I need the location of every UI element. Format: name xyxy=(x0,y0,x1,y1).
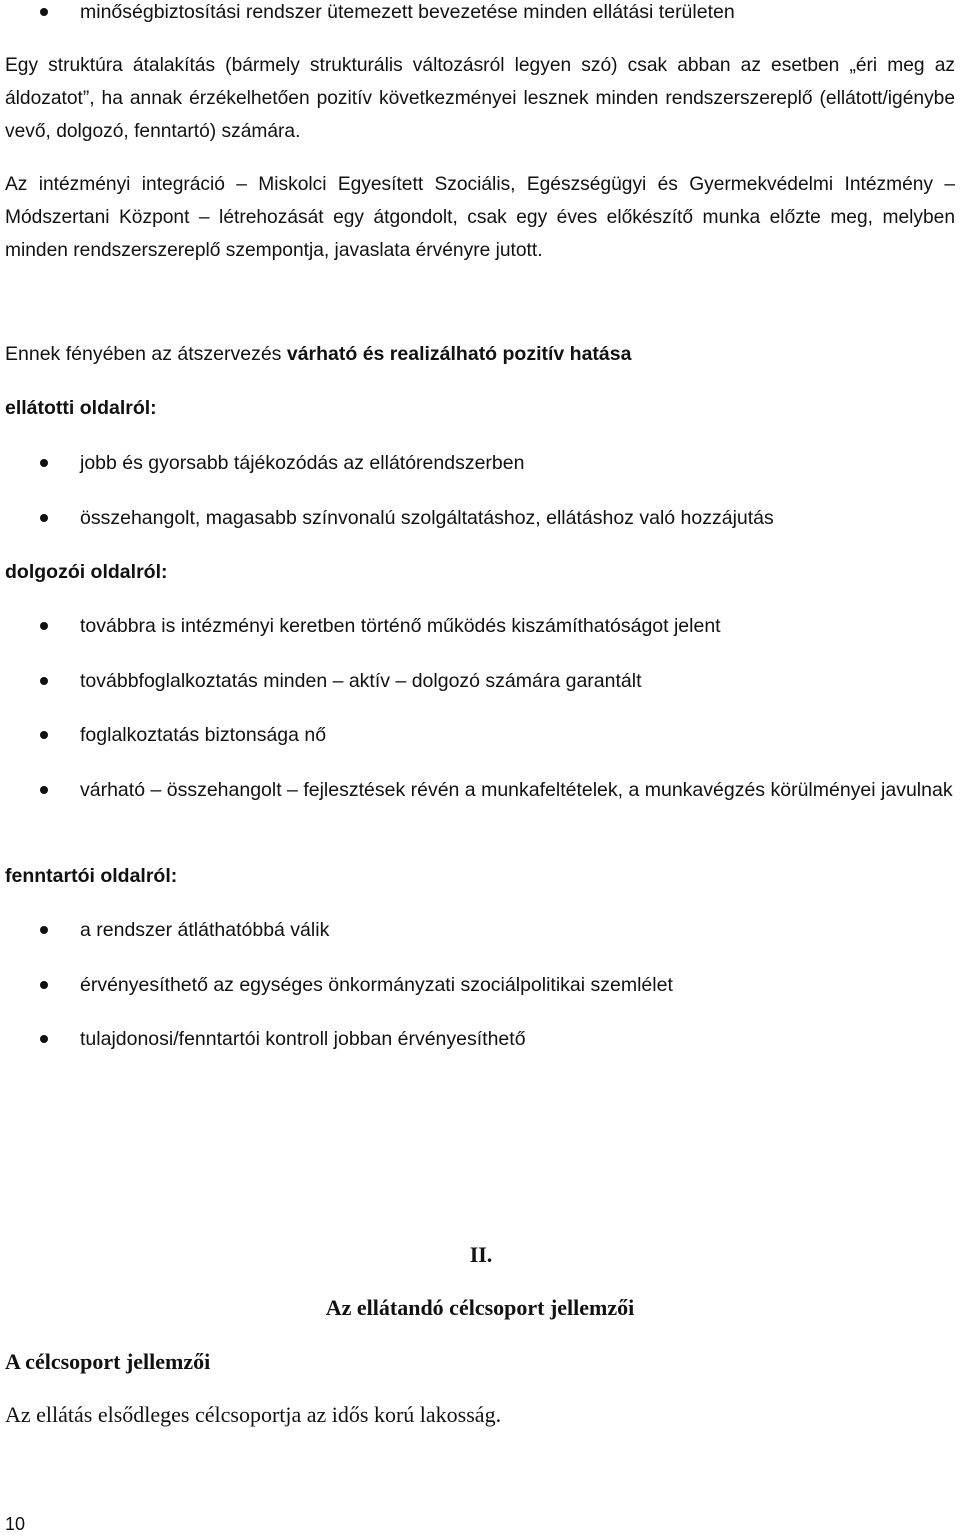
section-heading: dolgozói oldalról: xyxy=(5,561,168,583)
list-item-text: tulajdonosi/fenntartói kontroll jobban érvényesíthető xyxy=(80,1028,526,1050)
list-item-text: jobb és gyorsabb tájékozódás az ellátórendszerben xyxy=(80,452,525,474)
list-item-text: összehangolt, magasabb színvonalú szolgáltatáshoz, ellátáshoz való hozzájutás xyxy=(80,507,774,529)
paragraph xyxy=(5,168,955,267)
list-item-text: minőségbiztosítási rendszer ütemezett bevezetése minden ellátási területen xyxy=(80,1,735,23)
list-item xyxy=(0,1023,955,1057)
bullet-icon xyxy=(40,622,48,630)
paragraph-text: Az intézményi integráció – Miskolci Egyesített Szociális, Egészségügyi és Gyermekvédelmi Intézmény – Módszertani Központ – létrehozását egy átgondolt, csak egy éves előkészítő munka előzte meg, melyben minden rendszerszereplő szempontja, javaslata érvényre jutott. xyxy=(5,174,955,261)
subsection-heading: A célcsoport jellemzői xyxy=(5,1349,211,1374)
list-item-text: érvényesíthető az egységes önkormányzati szociálpolitikai szemlélet xyxy=(80,974,673,996)
paragraph xyxy=(5,49,955,148)
list-item xyxy=(0,774,955,842)
bullet-icon xyxy=(40,459,48,467)
list-item xyxy=(0,719,955,753)
bullet-icon xyxy=(40,926,48,934)
page-number: 10 xyxy=(5,1514,26,1534)
list-item xyxy=(0,502,955,536)
section-heading: ellátotti oldalról: xyxy=(5,397,157,419)
list-item xyxy=(0,610,955,644)
paragraph-text: Egy struktúra átalakítás (bármely strukturális változásról legyen szó) csak abban az esetben „éri meg az áldozatot”, ha annak érzékelhetően pozitív következményei lesznek minden rendszerszereplő (ellátott/igénybe vevő, dolgozó, fenntartó) számára. xyxy=(5,55,955,142)
list-item xyxy=(0,447,955,481)
list-item-text: továbbfoglalkoztatás minden – aktív – dolgozó számára garantált xyxy=(80,670,642,692)
bullet-icon xyxy=(40,1035,48,1043)
list-item xyxy=(0,0,955,30)
list-item-text: a rendszer átláthatóbbá válik xyxy=(80,919,330,941)
chapter-title: Az ellátandó célcsoport jellemzői xyxy=(325,1295,635,1320)
list-item xyxy=(0,969,955,1003)
bullet-icon xyxy=(40,981,48,989)
bullet-icon xyxy=(40,731,48,739)
bullet-icon xyxy=(40,677,48,685)
list-item-text: továbbra is intézményi keretben történő működés kiszámíthatóságot jelent xyxy=(80,615,721,637)
section-heading: fenntartói oldalról: xyxy=(5,865,178,887)
list-item-text: foglalkoztatás biztonsága nő xyxy=(80,724,327,746)
list-item-text: várható – összehangolt – fejlesztések révén a munkafeltételek, a munkavégzés körülményei javulnak xyxy=(80,779,953,801)
bullet-icon xyxy=(40,8,48,16)
intro-bold-text: várható és realizálható pozitív hatása xyxy=(286,343,632,365)
bullet-icon xyxy=(40,786,48,794)
bullet-icon xyxy=(40,514,48,522)
subsection-text: Az ellátás elsődleges célcsoportja az idős korú lakosság. xyxy=(5,1402,502,1427)
impact-intro xyxy=(5,338,960,371)
list-item xyxy=(0,665,955,699)
chapter-number: II. xyxy=(469,1242,493,1267)
list-item xyxy=(0,914,955,948)
intro-text: Ennek fényében az átszervezés xyxy=(5,343,287,365)
